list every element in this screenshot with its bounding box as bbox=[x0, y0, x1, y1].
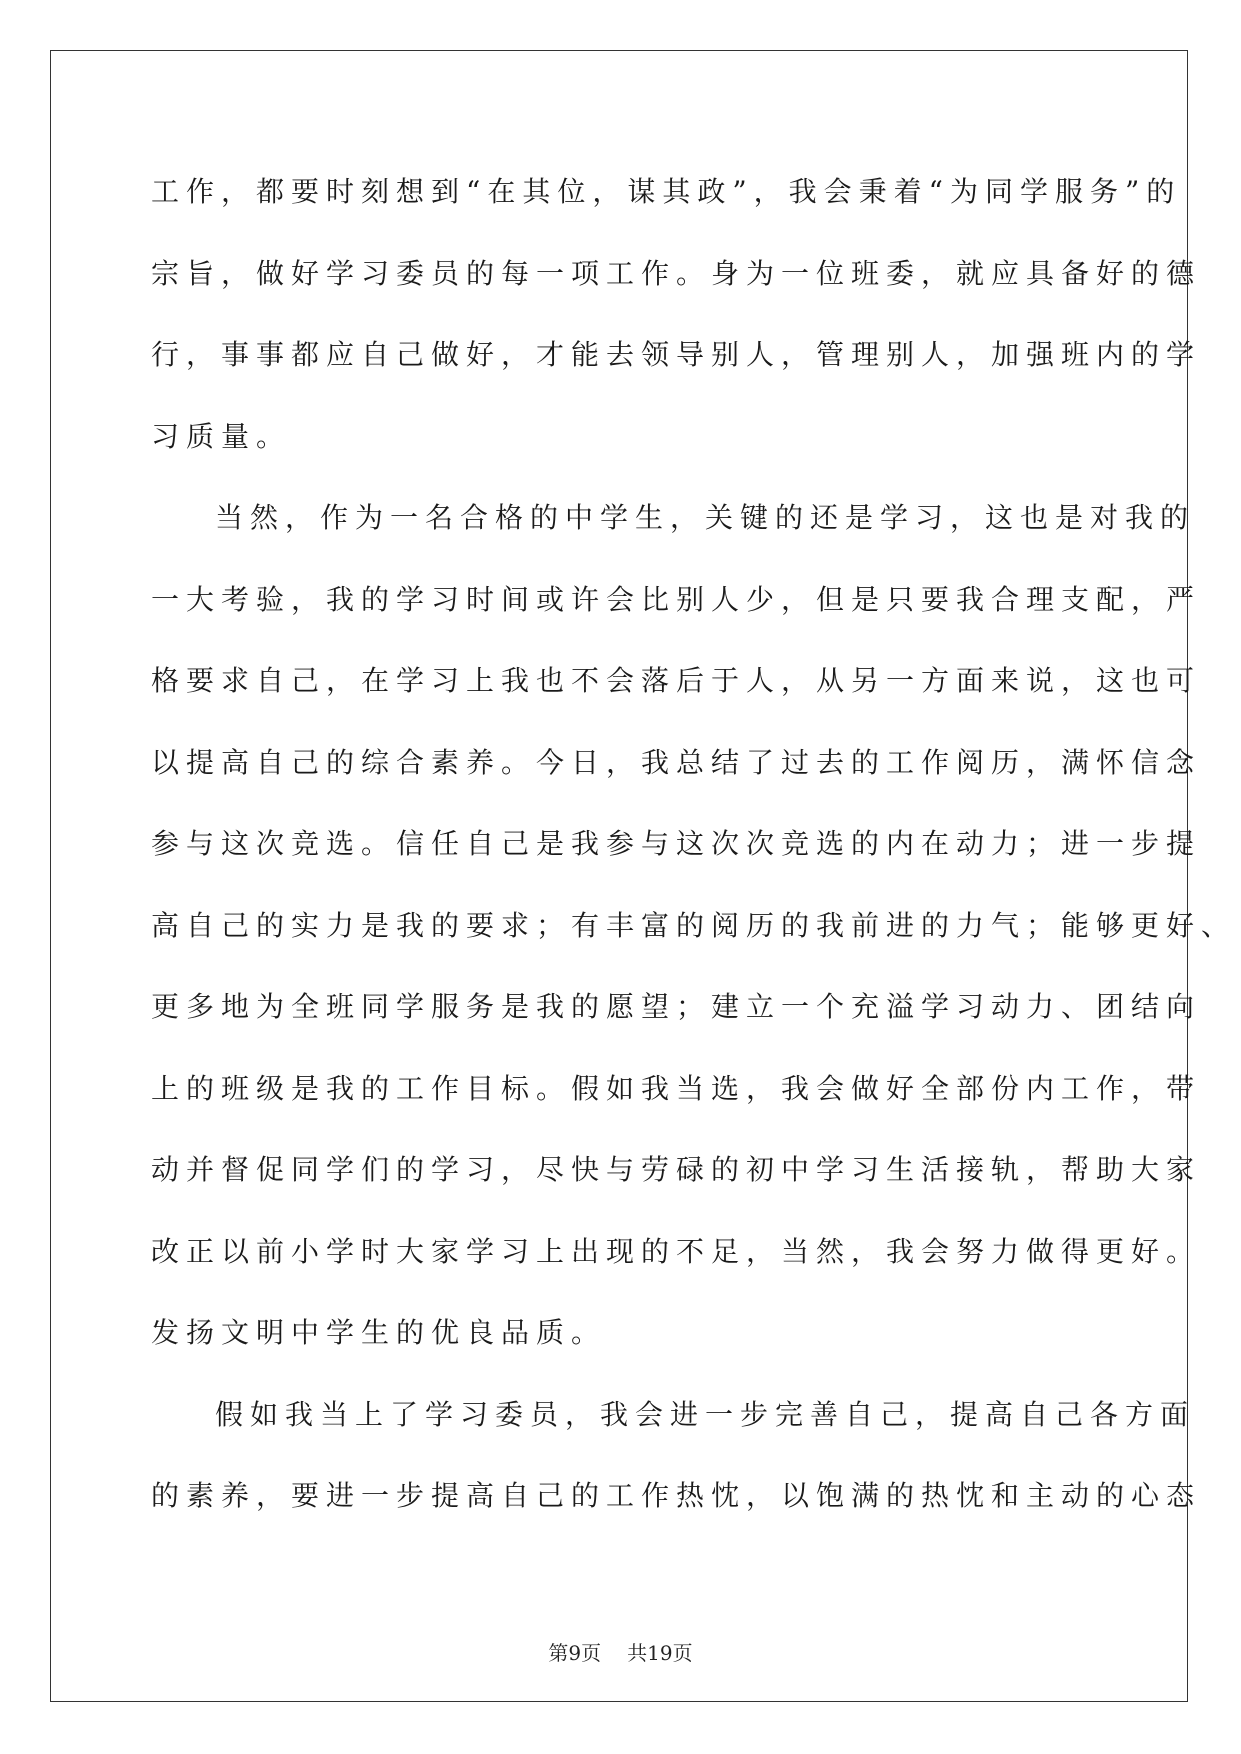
current-page-label: 第9页 bbox=[548, 1641, 602, 1665]
text-line: 上的班级是我的工作目标。假如我当选，我会做好全部份内工作，带 bbox=[151, 1071, 1202, 1105]
total-pages-label: 共19页 bbox=[627, 1641, 693, 1665]
text-line: 行，事事都应自己做好，才能去领导别人，管理别人，加强班内的学 bbox=[151, 338, 1202, 371]
text-line: 动并督促同学们的学习，尽快与劳碌的初中学习生活接轨，帮助大家 bbox=[151, 1153, 1202, 1186]
text-line: 格要求自己，在学习上我也不会落后于人，从另一方面来说，这也可 bbox=[151, 664, 1202, 697]
document-body bbox=[151, 165, 1237, 1551]
page-footer bbox=[0, 1637, 1241, 1666]
text-line: 工作，都要时刻想到“在其位，谋其政”，我会秉着“为同学服务”的 bbox=[151, 175, 1182, 208]
text-line: 参与这次竞选。信任自己是我参与这次次竞选的内在动力；进一步提 bbox=[151, 827, 1202, 860]
text-line: 改正以前小学时大家学习上出现的不足，当然，我会努力做得更好。 bbox=[151, 1234, 1202, 1268]
text-line: 一大考验，我的学习时间或许会比别人少，但是只要我合理支配，严 bbox=[151, 582, 1202, 616]
text-line: 以提高自己的综合素养。今日，我总结了过去的工作阅历，满怀信念 bbox=[151, 745, 1202, 779]
text-line: 更多地为全班同学服务是我的愿望；建立一个充溢学习动力、团结向 bbox=[151, 990, 1202, 1023]
paragraph-start-line: 当然，作为一名合格的中学生，关键的还是学习，这也是对我的 bbox=[215, 501, 1196, 534]
text-line: 宗旨，做好学习委员的每一项工作。身为一位班委，就应具备好的德 bbox=[151, 256, 1202, 290]
text-line: 的素养，要进一步提高自己的工作热忱，以饱满的热忱和主动的心态 bbox=[151, 1479, 1202, 1512]
text-line: 习质量。 bbox=[151, 419, 292, 453]
text-line: 发扬文明中学生的优良品质。 bbox=[151, 1316, 607, 1349]
text-line: 高自己的实力是我的要求；有丰富的阅历的我前进的力气；能够更好、 bbox=[151, 908, 1237, 942]
paragraph-start-line: 假如我当上了学习委员，我会进一步完善自己，提高自己各方面 bbox=[215, 1397, 1196, 1431]
